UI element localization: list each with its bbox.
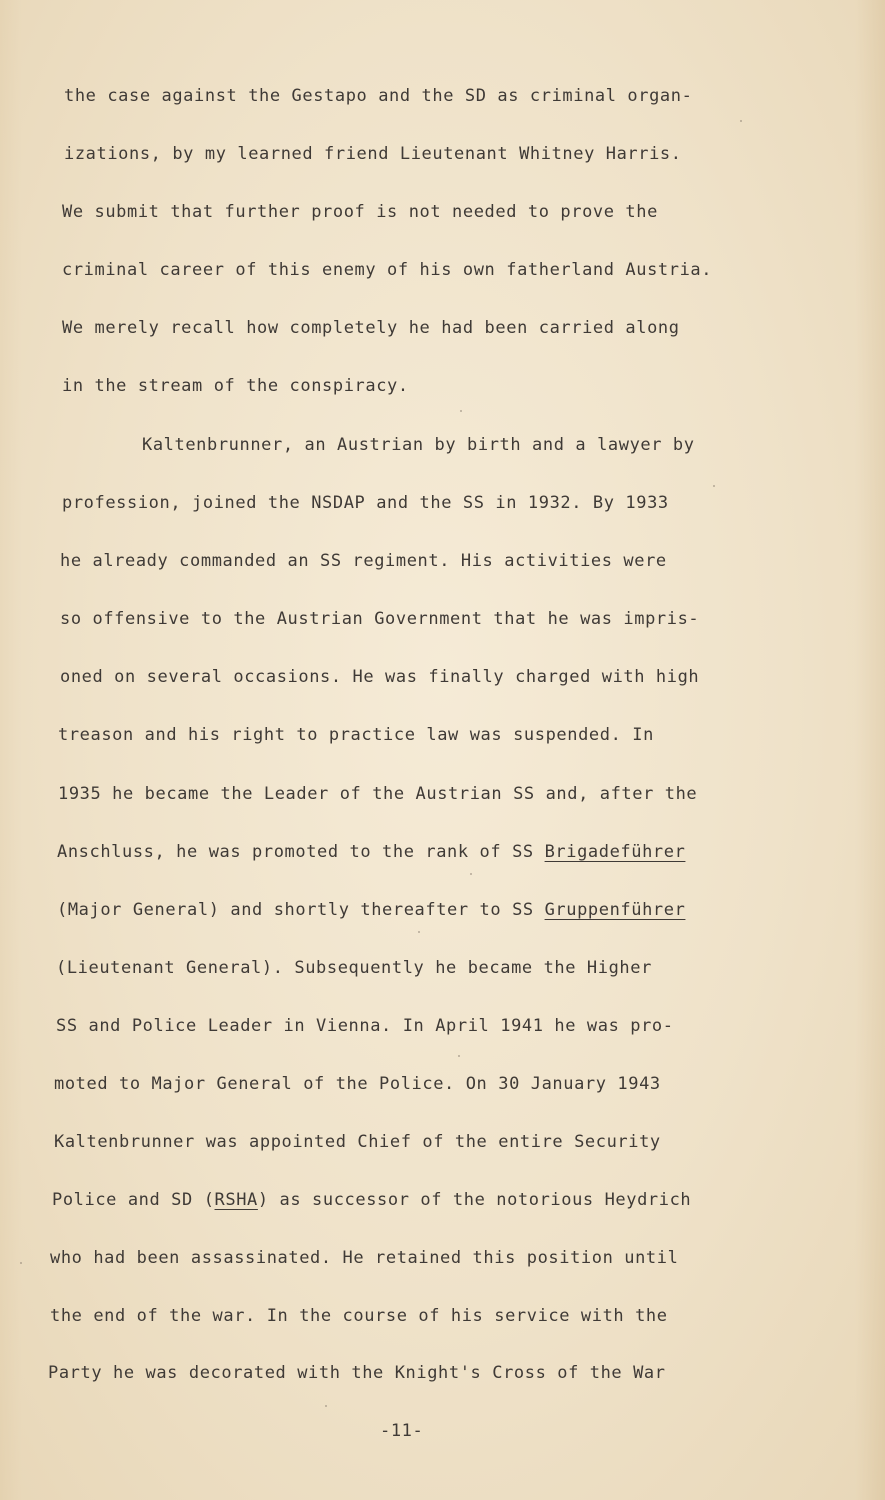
text-line-21: who had been assassinated. He retained this position until: [50, 1248, 679, 1268]
text-line-17: SS and Police Leader in Vienna. In April 1941 he was pro-: [56, 1016, 674, 1036]
paper-speck: [418, 931, 420, 933]
text-segment: Police and SD (: [52, 1190, 215, 1210]
text-line-2: izations, by my learned friend Lieutenant Whitney Harris.: [64, 144, 682, 164]
text-segment: ) as successor of the notorious Heydrich: [257, 1190, 692, 1210]
underlined-term-rsha: RSHA: [214, 1190, 258, 1210]
paper-speck: [458, 1055, 460, 1057]
paper-speck: [740, 120, 742, 122]
text-segment: (Major General) and shortly thereafter to SS: [57, 900, 545, 920]
text-line-22: the end of the war. In the course of his service with the: [50, 1306, 668, 1326]
text-line-18: moted to Major General of the Police. On 30 January 1943: [54, 1074, 661, 1094]
text-line-6: in the stream of the conspiracy.: [62, 376, 409, 396]
text-line-15: [57, 899, 685, 921]
text-line-4: criminal career of this enemy of his own fatherland Austria.: [62, 260, 713, 280]
text-line-1: the case against the Gestapo and the SD as criminal organ-: [64, 86, 693, 106]
text-line-9: he already commanded an SS regiment. His activities were: [60, 551, 667, 571]
text-line-20: [52, 1189, 691, 1211]
text-line-8: profession, joined the NSDAP and the SS in 1932. By 1933: [62, 493, 669, 513]
paper-speck: [713, 485, 715, 487]
paper-speck: [325, 1405, 327, 1407]
underlined-term-gruppenfuhrer: Gruppenführer: [544, 900, 686, 920]
paper-speck: [460, 410, 462, 412]
text-line-5: We merely recall how completely he had been carried along: [62, 318, 680, 338]
paper-speck: [20, 1262, 22, 1264]
text-line-3: We submit that further proof is not needed to prove the: [62, 202, 658, 222]
page-number: -11-: [380, 1421, 424, 1441]
text-line-14: [57, 841, 685, 863]
text-line-12: treason and his right to practice law was suspended. In: [58, 725, 654, 745]
underlined-term-brigadefuhrer: Brigadeführer: [544, 842, 686, 862]
paper-speck: [470, 873, 472, 875]
text-line-13: 1935 he became the Leader of the Austrian SS and, after the: [58, 784, 698, 804]
text-line-16: (Lieutenant General). Subsequently he became the Higher: [56, 958, 652, 978]
text-line-11: oned on several occasions. He was finally charged with high: [60, 667, 700, 687]
text-segment: Anschluss, he was promoted to the rank of SS: [57, 842, 545, 862]
text-line-19: Kaltenbrunner was appointed Chief of the entire Security: [54, 1132, 661, 1152]
paragraph-start-line: Kaltenbrunner, an Austrian by birth and a lawyer by: [142, 435, 695, 455]
text-line-10: so offensive to the Austrian Government that he was impris-: [60, 609, 700, 629]
text-line-23: Party he was decorated with the Knight's Cross of the War: [48, 1363, 666, 1383]
